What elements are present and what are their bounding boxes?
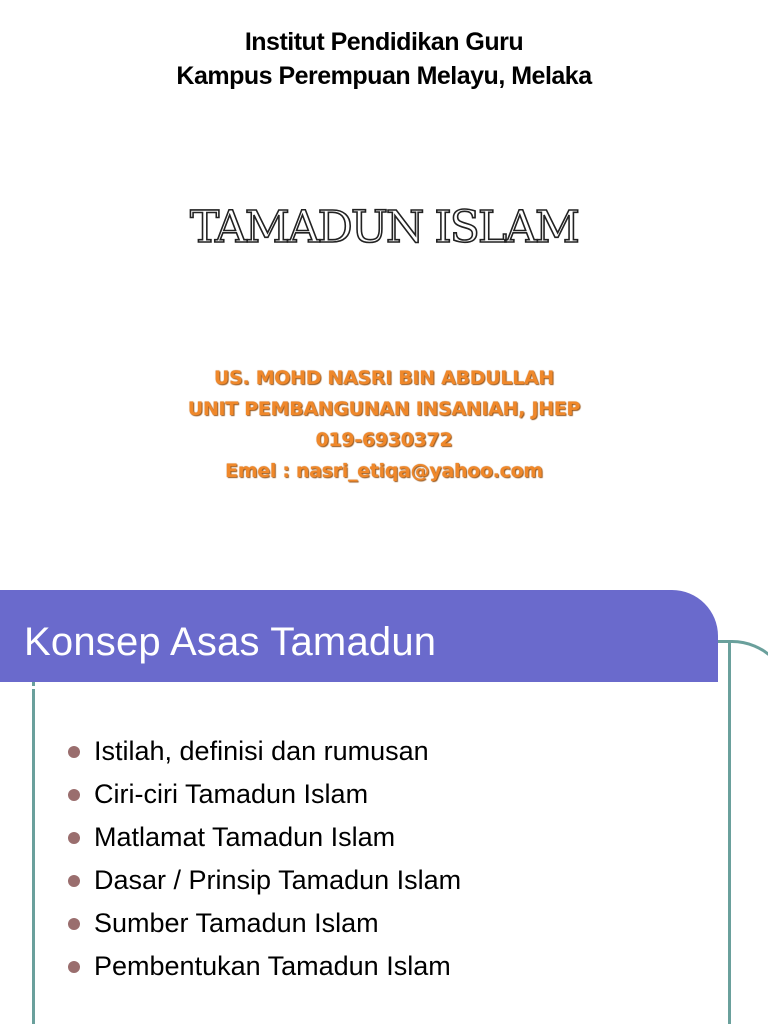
list-item-text: Sumber Tamadun Islam [94, 908, 379, 938]
institution-name: Institut Pendidikan Guru [244, 28, 524, 56]
list-item [64, 816, 461, 859]
list-item-text: Pembentukan Tamadun Islam [94, 951, 451, 981]
bullet-dot-icon [68, 961, 80, 973]
slide-frame-right-edge [728, 640, 731, 1024]
list-item [64, 902, 461, 945]
presentation-title [0, 196, 768, 261]
title-outline-text [164, 196, 604, 256]
author-email: Emel : nasri_etiqa@yahoo.com [225, 460, 543, 482]
content-slide [0, 580, 768, 1024]
bullet-dot-icon [68, 789, 80, 801]
list-item [64, 859, 461, 902]
bullet-dot-icon [68, 832, 80, 844]
header-divider [0, 686, 680, 689]
title-text: TAMADUN ISLAM [190, 202, 578, 253]
list-item-text: Ciri-ciri Tamadun Islam [94, 779, 369, 809]
list-item-text: Matlamat Tamadun Islam [94, 822, 396, 852]
list-item-text: Dasar / Prinsip Tamadun Islam [94, 865, 462, 895]
list-item [64, 945, 461, 988]
author-name: US. MOHD NASRI BIN ABDULLAH [213, 367, 555, 389]
bullet-dot-icon [68, 875, 80, 887]
author-unit: UNIT PEMBANGUNAN INSANIAH, JHEP [187, 398, 581, 420]
slide-heading: Konsep Asas Tamadun [24, 620, 437, 664]
author-phone: 019-6930372 [315, 429, 453, 451]
list-item [64, 730, 461, 773]
institution-campus: Kampus Perempuan Melayu, Melaka [176, 62, 592, 90]
bullet-dot-icon [68, 746, 80, 758]
list-item [64, 773, 461, 816]
bullet-dot-icon [68, 918, 80, 930]
list-item-text: Istilah, definisi dan rumusan [94, 736, 429, 766]
bullet-list [64, 730, 461, 988]
header-band [0, 590, 718, 682]
